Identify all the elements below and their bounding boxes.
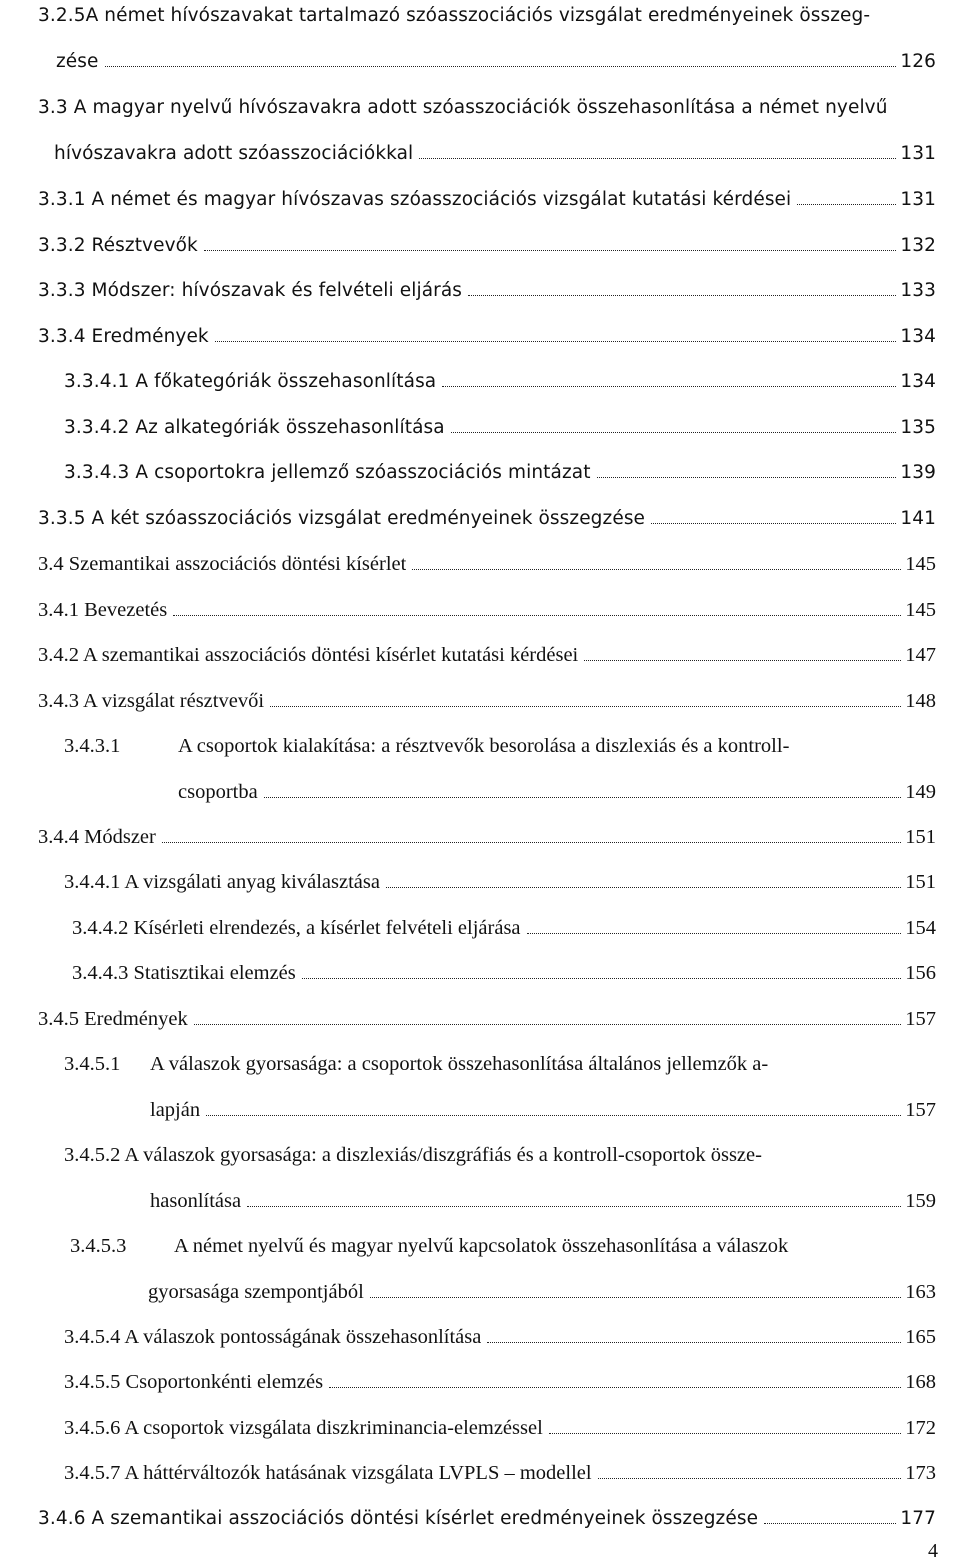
dot-leader — [386, 887, 901, 888]
toc-entry[interactable] — [64, 1461, 936, 1507]
dot-leader — [598, 1478, 902, 1479]
toc-entry[interactable] — [38, 552, 936, 598]
toc-page-number: 163 — [905, 1281, 936, 1303]
toc-entry-number: 3.4.3.1 — [64, 735, 121, 757]
toc-entry-title: 3.4.5.2 A válaszok gyorsasága: a diszlexiás/diszgráfiás és a kontroll-csoportok össze- — [64, 1144, 762, 1166]
page-footer-number: 4 — [928, 1540, 938, 1562]
dot-leader — [527, 933, 902, 934]
toc-entry[interactable] — [64, 870, 936, 916]
toc-page-number: 148 — [905, 690, 936, 712]
toc-entry-title: 3.3.1 A német és magyar hívószavas szóasszociációs vizsgálat kutatási kérdései — [38, 189, 792, 210]
toc-entry[interactable] — [38, 689, 936, 735]
toc-page-number: 177 — [900, 1508, 936, 1529]
toc-page-number: 159 — [905, 1190, 936, 1212]
toc-page-number: 165 — [905, 1326, 936, 1348]
toc-entry-title-cont: hívószavakra adott szóasszociációkkal — [54, 143, 414, 164]
toc-entry[interactable] — [38, 279, 936, 325]
toc-page-number: 151 — [905, 871, 936, 893]
toc-entry-title: 3.4.4.2 Kísérleti elrendezés, a kísérlet felvételi eljárása — [72, 917, 521, 939]
toc-entry-title: 3.4.1 Bevezetés — [38, 599, 168, 621]
toc-entry-title: 3.3.2 Résztvevők — [38, 235, 198, 256]
toc-entry[interactable] — [38, 1007, 936, 1053]
toc-entry-number: 3.4.5.1 — [64, 1053, 121, 1075]
toc-entry[interactable] — [64, 1052, 936, 1144]
toc-entry[interactable] — [38, 643, 936, 689]
toc-entry-title-cont: zése — [56, 51, 99, 72]
toc-entry[interactable] — [38, 1507, 936, 1553]
toc-page-number: 139 — [900, 462, 936, 483]
dot-leader — [329, 1387, 901, 1388]
toc-page-number: 131 — [900, 143, 936, 164]
toc-entry-title-cont: csoportba — [178, 781, 258, 803]
toc-entry[interactable] — [70, 1234, 936, 1326]
toc-page-number: 131 — [900, 189, 936, 210]
dot-leader — [247, 1206, 901, 1207]
toc-entry[interactable] — [64, 1143, 936, 1235]
toc-entry-title: 3.3.4.3 A csoportokra jellemző szóasszociációs mintázat — [64, 462, 591, 483]
toc-entry[interactable] — [38, 325, 936, 371]
toc-page-number: 134 — [900, 371, 936, 392]
dot-leader — [194, 1024, 902, 1025]
toc-entry-title: 3.4.5.6 A csoportok vizsgálata diszkriminancia-elemzéssel — [64, 1417, 543, 1439]
toc-entry-title-cont: gyorsasága szempontjából — [148, 1281, 364, 1303]
toc-page-number: 147 — [905, 644, 936, 666]
toc-entry-title: 3.4.5.7 A háttérváltozók hatásának vizsgálata LVPLS – modellel — [64, 1462, 592, 1484]
toc-entry-title: 3.4.5.5 Csoportonkénti elemzés — [64, 1371, 324, 1393]
toc-page-number: 172 — [905, 1417, 936, 1439]
toc-entry-title: A csoportok kialakítása: a résztvevők besorolása a diszlexiás és a kontroll- — [178, 735, 790, 757]
toc-entry[interactable] — [38, 234, 936, 280]
toc-page-number: 134 — [900, 326, 936, 347]
toc-entry-title-cont: hasonlítása — [150, 1190, 242, 1212]
toc-entry[interactable] — [38, 507, 936, 553]
toc-entry-title: 3.4.4.1 A vizsgálati anyag kiválasztása — [64, 871, 380, 893]
toc-page-number: 126 — [900, 51, 936, 72]
toc-page-number: 135 — [900, 417, 936, 438]
toc-entry[interactable] — [72, 916, 936, 962]
toc-page-number: 173 — [905, 1462, 936, 1484]
toc-entry-title-cont: lapján — [150, 1099, 201, 1121]
toc-page-number: 151 — [905, 826, 936, 848]
dot-leader — [215, 341, 897, 342]
toc-page-number: 145 — [905, 599, 936, 621]
toc-entry-title: 3.4.5 Eredmények — [38, 1008, 188, 1030]
toc-page-number: 132 — [900, 235, 936, 256]
toc-entry-title: A válaszok gyorsasága: a csoportok összehasonlítása általános jellemzők a- — [150, 1053, 769, 1075]
toc-entry[interactable] — [64, 461, 936, 507]
toc-entry[interactable] — [64, 734, 936, 826]
toc-entry[interactable] — [64, 1370, 936, 1416]
dot-leader — [651, 523, 896, 524]
dot-leader — [370, 1297, 901, 1298]
dot-leader — [206, 1115, 901, 1116]
toc-entry[interactable] — [64, 416, 936, 462]
toc-page-number: 157 — [905, 1008, 936, 1030]
toc-entry-title: 3.3 A magyar nyelvű hívószavakra adott szóasszociációk összehasonlítása a német nyelvű — [38, 97, 888, 118]
dot-leader — [173, 615, 901, 616]
toc-page-number: 133 — [900, 280, 936, 301]
dot-leader — [451, 432, 897, 433]
dot-leader — [584, 660, 901, 661]
toc-entry-title: 3.4.3 A vizsgálat résztvevői — [38, 690, 265, 712]
toc-page-number: 149 — [905, 781, 936, 803]
dot-leader — [162, 842, 901, 843]
toc-page-number: 141 — [900, 508, 936, 529]
dot-leader — [264, 797, 902, 798]
dot-leader — [204, 250, 897, 251]
dot-leader — [105, 66, 897, 67]
toc-entry-title: 3.4.4 Módszer — [38, 826, 156, 848]
toc-page-number: 168 — [905, 1371, 936, 1393]
dot-leader — [419, 158, 896, 159]
dot-leader — [270, 706, 901, 707]
toc-page-number: 154 — [905, 917, 936, 939]
toc-entry[interactable] — [38, 188, 936, 234]
toc-entry-title: A német nyelvű és magyar nyelvű kapcsolatok összehasonlítása a válaszok — [174, 1235, 789, 1257]
dot-leader — [468, 295, 896, 296]
toc-entry-title: 3.4.2 A szemantikai asszociációs döntési kísérlet kutatási kérdései — [38, 644, 579, 666]
toc-page-number: 145 — [905, 553, 936, 575]
toc-entry-title: 3.4 Szemantikai asszociációs döntési kísérlet — [38, 553, 407, 575]
dot-leader — [412, 569, 901, 570]
toc-entry-title: 3.4.6 A szemantikai asszociációs döntési kísérlet eredményeinek összegzése — [38, 1508, 759, 1529]
toc-page-number: 156 — [905, 962, 936, 984]
dot-leader — [597, 477, 897, 478]
toc-entry-title: 3.3.4.1 A főkategóriák összehasonlítása — [64, 371, 437, 392]
toc-entry-title: 3.4.4.3 Statisztikai elemzés — [72, 962, 296, 984]
dot-leader — [797, 204, 896, 205]
toc-entry[interactable] — [72, 961, 936, 1007]
toc-entry[interactable] — [38, 4, 936, 96]
toc-entry[interactable] — [38, 825, 936, 871]
toc-page-number: 157 — [905, 1099, 936, 1121]
toc-entry[interactable] — [64, 1325, 936, 1371]
dot-leader — [302, 978, 902, 979]
toc-entry[interactable] — [38, 598, 936, 644]
dot-leader — [549, 1433, 901, 1434]
toc-entry-title: 3.3.5 A két szóasszociációs vizsgálat eredményeinek összegzése — [38, 508, 646, 529]
toc-entry[interactable] — [38, 96, 936, 188]
toc-entry-title: 3.3.3 Módszer: hívószavak és felvételi eljárás — [38, 280, 463, 301]
toc-entry-title: 3.3.4 Eredmények — [38, 326, 209, 347]
dot-leader — [442, 386, 896, 387]
toc-entry-title: 3.3.4.2 Az alkategóriák összehasonlítása — [64, 417, 445, 438]
dot-leader — [487, 1342, 901, 1343]
toc-entry-title: 3.4.5.4 A válaszok pontosságának összehasonlítása — [64, 1326, 482, 1348]
dot-leader — [764, 1523, 896, 1524]
toc-entry[interactable] — [64, 1416, 936, 1462]
toc-entry-number: 3.4.5.3 — [70, 1235, 127, 1257]
toc-entry-title: 3.2.5A német hívószavakat tartalmazó szóasszociációs vizsgálat eredményeinek összeg- — [38, 5, 871, 26]
toc-entry[interactable] — [64, 370, 936, 416]
